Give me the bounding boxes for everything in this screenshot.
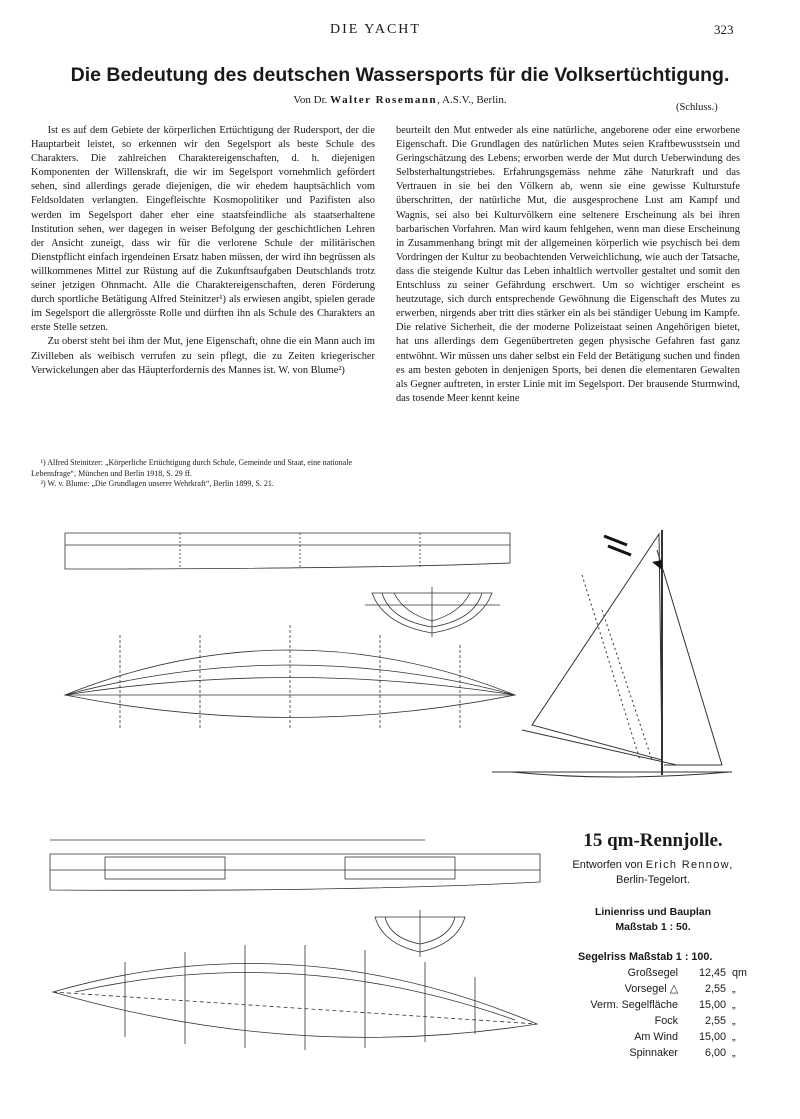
lines-scale: Maßstab 1 : 50. [615, 921, 691, 933]
spec-label: Am Wind [634, 1031, 678, 1043]
spec-label: Spinnaker [629, 1047, 678, 1059]
designer-prefix: Entworfen von [572, 859, 643, 871]
paragraph: Ist es auf dem Gebiete der körperlichen Ertüchtigung der Rudersport, der die Hauptarbeit leistet, so erkennen wir den Segelsport als beste Schule des Charakters. Die zahlreichen Charaktereigenschaften, d. h. diejenigen Komponenten der Willenskraft, die wir im Segelsport vornehmlich gefördert sehen, sind allerdings gerade diejenigen, die wir ehedem hauptsächlich vom Feldsoldaten verlangten. Eingefleischte Kosmopolitiker und Pazifisten also werden im Segelsport daher eher eine staatsfeindliche als staatserhaltene Institution sehen, wer dagegen in weiser Befolgung der geschichtlichen Lehren der Ansicht zuneigt, dass wir für die verlorene Schule der militärischen Dienstpflicht einfach irgendeinen Ersatz haben müssen, der wird ihn begrüssen als willkommenes Mittel zur Rüstung auf die Zukunftsaufgaben Deutschlands trotz seiner jetzigen Ohnmacht. Alle die Charaktereigenschaften, deren Förderung durch sportliche Betätigung Alfred Steinitzer¹) als erwiesen angibt, spielen gerade im Segelsport die allergrösste Rolle und dürften ihn als Schule des Charakters an erste Stelle setzen. [31, 125, 375, 334]
flag-mark [652, 560, 662, 570]
article-title: Die Bedeutung des deutschen Wassersports für die Volksertüchtigung. [70, 64, 730, 86]
spec-value: 2,55 [704, 1015, 726, 1027]
spec-row [578, 997, 778, 1013]
foresail [657, 550, 722, 765]
spec-unit: qm [732, 967, 747, 979]
deck-plan [53, 964, 537, 1038]
spec-unit: „ [732, 1015, 736, 1027]
sail-specs [578, 949, 778, 1061]
byline-suffix: , A.S.V., Berlin. [437, 94, 507, 106]
running-head [0, 22, 800, 42]
spec-unit: „ [732, 983, 736, 995]
byline-prefix: Von Dr. [293, 94, 328, 106]
text-column-right [396, 124, 740, 406]
spec-value: 15,00 [698, 999, 726, 1011]
sail-plan-caption: Segelriss Maßstab 1 : 100. [578, 951, 713, 963]
mainsail [532, 534, 662, 760]
spec-label: Großsegel [627, 967, 678, 979]
lines-plan-drawing [60, 525, 520, 755]
lines-caption: Linienriss und Bauplan [594, 906, 712, 918]
boom [522, 730, 677, 765]
plan-title: 15 qm-Rennjolle. [583, 830, 723, 851]
page-number: 323 [714, 22, 734, 37]
spec-value: 15,00 [698, 1031, 726, 1043]
plan-designer [548, 858, 758, 888]
spec-row [578, 1029, 778, 1045]
spec-row [578, 981, 778, 997]
pennant-mark [608, 546, 631, 555]
hull-profile [65, 533, 510, 569]
continued-note: (Schluss.) [676, 102, 718, 113]
footnote: ²) W. v. Blume: „Die Grundlagen unserer Wehrkraft“, Berlin 1899, S. 21. [40, 479, 274, 488]
midship-section [375, 910, 465, 957]
author-name: Walter Rosemann [330, 94, 438, 106]
footnote: ¹) Alfred Steinitzer: „Körperliche Ertüchtigung durch Schule, Gemeinde und Staat, eine nationale Lebensfrage“, München und Berlin 1918, S. 29 ff. [31, 458, 352, 478]
magazine-name: DIE YACHT [330, 22, 421, 37]
designer-location: Berlin-Tegelort. [616, 874, 690, 886]
spec-label: Fock [654, 1015, 678, 1027]
lines-plan-caption [548, 905, 758, 935]
construction-plan-drawing [45, 812, 545, 1067]
paragraph: beurteilt den Mut entweder als eine natürliche, angeborene oder eine erworbene Eigenschaft. Die Grundlagen des natürlichen Mutes seien Kraftbewusstsein und Geringschätzung des Lebens; erworben werde der Mut durch Ueberwindung des Selbsterhaltungstriebes. Erfahrungsgemäss nehme zähe Naturkraft und das Vertrauen in sie bei den Völkern ab, wenn sie eine gewisse Kulturstufe überschritten, der natürliche Mut, die ausgesprochene Lust am Kampf und Wagnis, sei also bei Kulturvölkern eine seltenere Erscheinung als bei ihren barbarischen Vorfahren. Man wird kaum fehlgehen, wenn man diese Erscheinung in Zusammenhang bringt mit der allgemeinen körperlich wie psychisch bei dem Vordringen der Kultur zu beobachtenden Verweichlichung, wie auch der Tatsache, dass die steigende Kultur das Leben inhaltlich wertvoller gestaltet und somit den Entschluss zu seiner Gefährdung erschwert. Um so wichtiger erscheint es heutzutage, sich durch entsprechende Gewöhnung die Eigenschaft des Mutes zu erwerben, nirgends aber tritt dies stärker ein als bei ständiger Uebung im Kampfe. Die relative Sicherheit, die der moderne Polizeistaat seinen Angehörigen bietet, hat uns allerdings dem Gegenübertreten gegen physische Gefahren fast ganz entwöhnt. Wir müssen uns daher selbst ein Feld der Betätigung suchen und finden es am besten geboten in denjenigen Sports, bei denen die elementaren Gewalten als Gegner auftreten, in erster Linie mit im Segelsport. Der brausende Sturmwind, das tosende Meer kennt keine [396, 125, 740, 404]
paragraph: Zu oberst steht bei ihm der Mut, jene Eigenschaft, ohne die ein Mann auch im Zivilleben als weibisch verrufen zu sein pflegt, die zu Zeiten kriegerischer Verwickelungen aber das Häupterfordernis des Mannes ist. W. von Blume²) [31, 336, 375, 376]
spec-value: 12,45 [698, 967, 726, 979]
spec-value: 2,55 [704, 983, 726, 995]
spec-unit: „ [732, 1047, 736, 1059]
spec-unit: „ [732, 999, 736, 1011]
designer-name: Erich Rennow, [645, 859, 734, 871]
footnotes [31, 458, 375, 490]
construction-profile [50, 854, 540, 890]
spec-label: Verm. Segelfläche [590, 999, 678, 1011]
pennant-mark [604, 536, 627, 545]
spec-row [578, 1045, 778, 1061]
spec-row [578, 1013, 778, 1029]
sail-plan-drawing [492, 520, 737, 785]
spec-unit: „ [732, 1031, 736, 1043]
text-column-left [31, 124, 375, 378]
spec-value: 6,00 [704, 1047, 726, 1059]
body-sections [365, 587, 500, 637]
spec-row [578, 965, 778, 981]
spec-label: Vorsegel △ [624, 983, 678, 995]
